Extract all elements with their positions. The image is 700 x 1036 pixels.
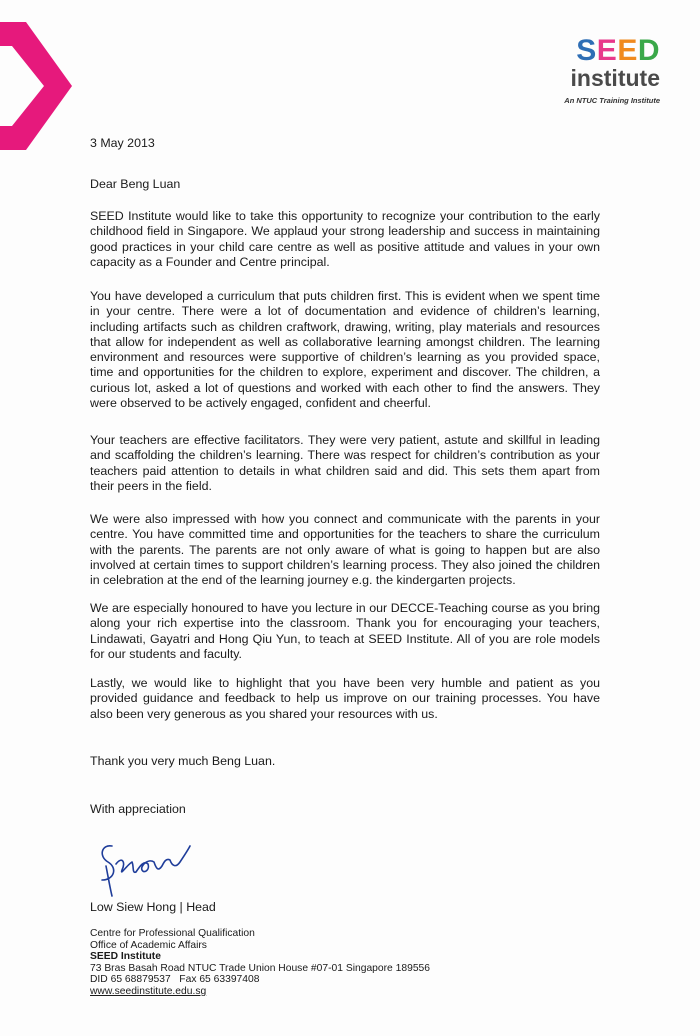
- logo-letter: S: [576, 34, 597, 67]
- letter-paragraph: Lastly, we would like to highlight that you have been very humble and patient as you provided guidance and feedback to help us improve on our training processes. You have also been very generous as you shared your resources with us.: [90, 676, 600, 721]
- letter-paragraph: We are especially honoured to have you lecture in our DECCE-Teaching course as you bring along your rich expertise into the classroom. Thank you for encouraging your teachers, Lindawati, Gayatri and Hong Qiu Yun, to teach at SEED Institute. All of you are role models for our students and faculty.: [90, 601, 600, 661]
- logo-seed-wordmark: [576, 36, 660, 66]
- logo-institute-word: institute: [570, 65, 660, 91]
- letter-paragraph: Your teachers are effective facilitators. They were very patient, astute and skillful in leading and scaffolding the children’s learning. There was respect for children’s contribution as your teachers paid attention to details in what children said and did. This sets them apart from their peers in the field.: [90, 433, 600, 493]
- letter-paragraph: You have developed a curriculum that puts children first. This is evident when we spent time in your centre. There were a lot of documentation and evidence of children’s learning, including artifacts such as children craftwork, drawing, writing, play materials and resources that allow for independent as well as collaborative learning amongst children. The learning environment and resources were supportive of children’s learning as you provided space, time and opportunities for the children to explore, experiment and discover. The children, a curious lot, asked a lot of questions and worked with each other to find the answers. They were observed to be actively engaged, confident and cheerful.: [90, 289, 600, 411]
- handwritten-signature: [92, 836, 202, 898]
- footer-contact: DID 65 68879537 Fax 65 63397408: [90, 974, 260, 986]
- letter-date: 3 May 2013: [90, 136, 155, 150]
- logo-letter: E: [596, 34, 618, 67]
- letter-closing: With appreciation: [90, 802, 186, 816]
- letter-thanks: Thank you very much Beng Luan.: [90, 754, 276, 768]
- letter-footer: [90, 928, 430, 998]
- footer-department: Centre for Professional Qualification: [90, 928, 255, 939]
- seed-institute-logo: [520, 36, 660, 110]
- letter-paragraph: We were also impressed with how you connect and communicate with the parents in your centre. You have committed time and opportunities for the teachers to share the curriculum with the parents. The parents are not only aware of what is going to happen but are also involved at certain times to support children’s learning process. They also joined the children in celebration at the end of the learning journey e.g. the kindergarten projects.: [90, 512, 600, 588]
- footer-website-link[interactable]: www.seedinstitute.edu.sg: [90, 985, 207, 997]
- brand-chevron-icon: [0, 22, 72, 150]
- letter-salutation: Dear Beng Luan: [90, 177, 181, 191]
- footer-office: Office of Academic Affairs: [90, 939, 207, 951]
- logo-letter: D: [637, 34, 660, 67]
- footer-organization: SEED Institute: [90, 951, 161, 963]
- footer-address: 73 Bras Basah Road NTUC Trade Union House #07-01 Singapore 189556: [90, 962, 431, 974]
- letter-paragraph: SEED Institute would like to take this opportunity to recognize your contribution to the early childhood field in Singapore. We applaud your strong leadership and success in maintaining good practices in your child care centre as well as positive attitude and values in your own capacity as a Founder and Centre principal.: [90, 209, 600, 269]
- letter-signatory: Low Siew Hong | Head: [90, 900, 216, 914]
- logo-tagline: An NTUC Training Institute: [564, 96, 660, 105]
- logo-letter: E: [617, 34, 638, 67]
